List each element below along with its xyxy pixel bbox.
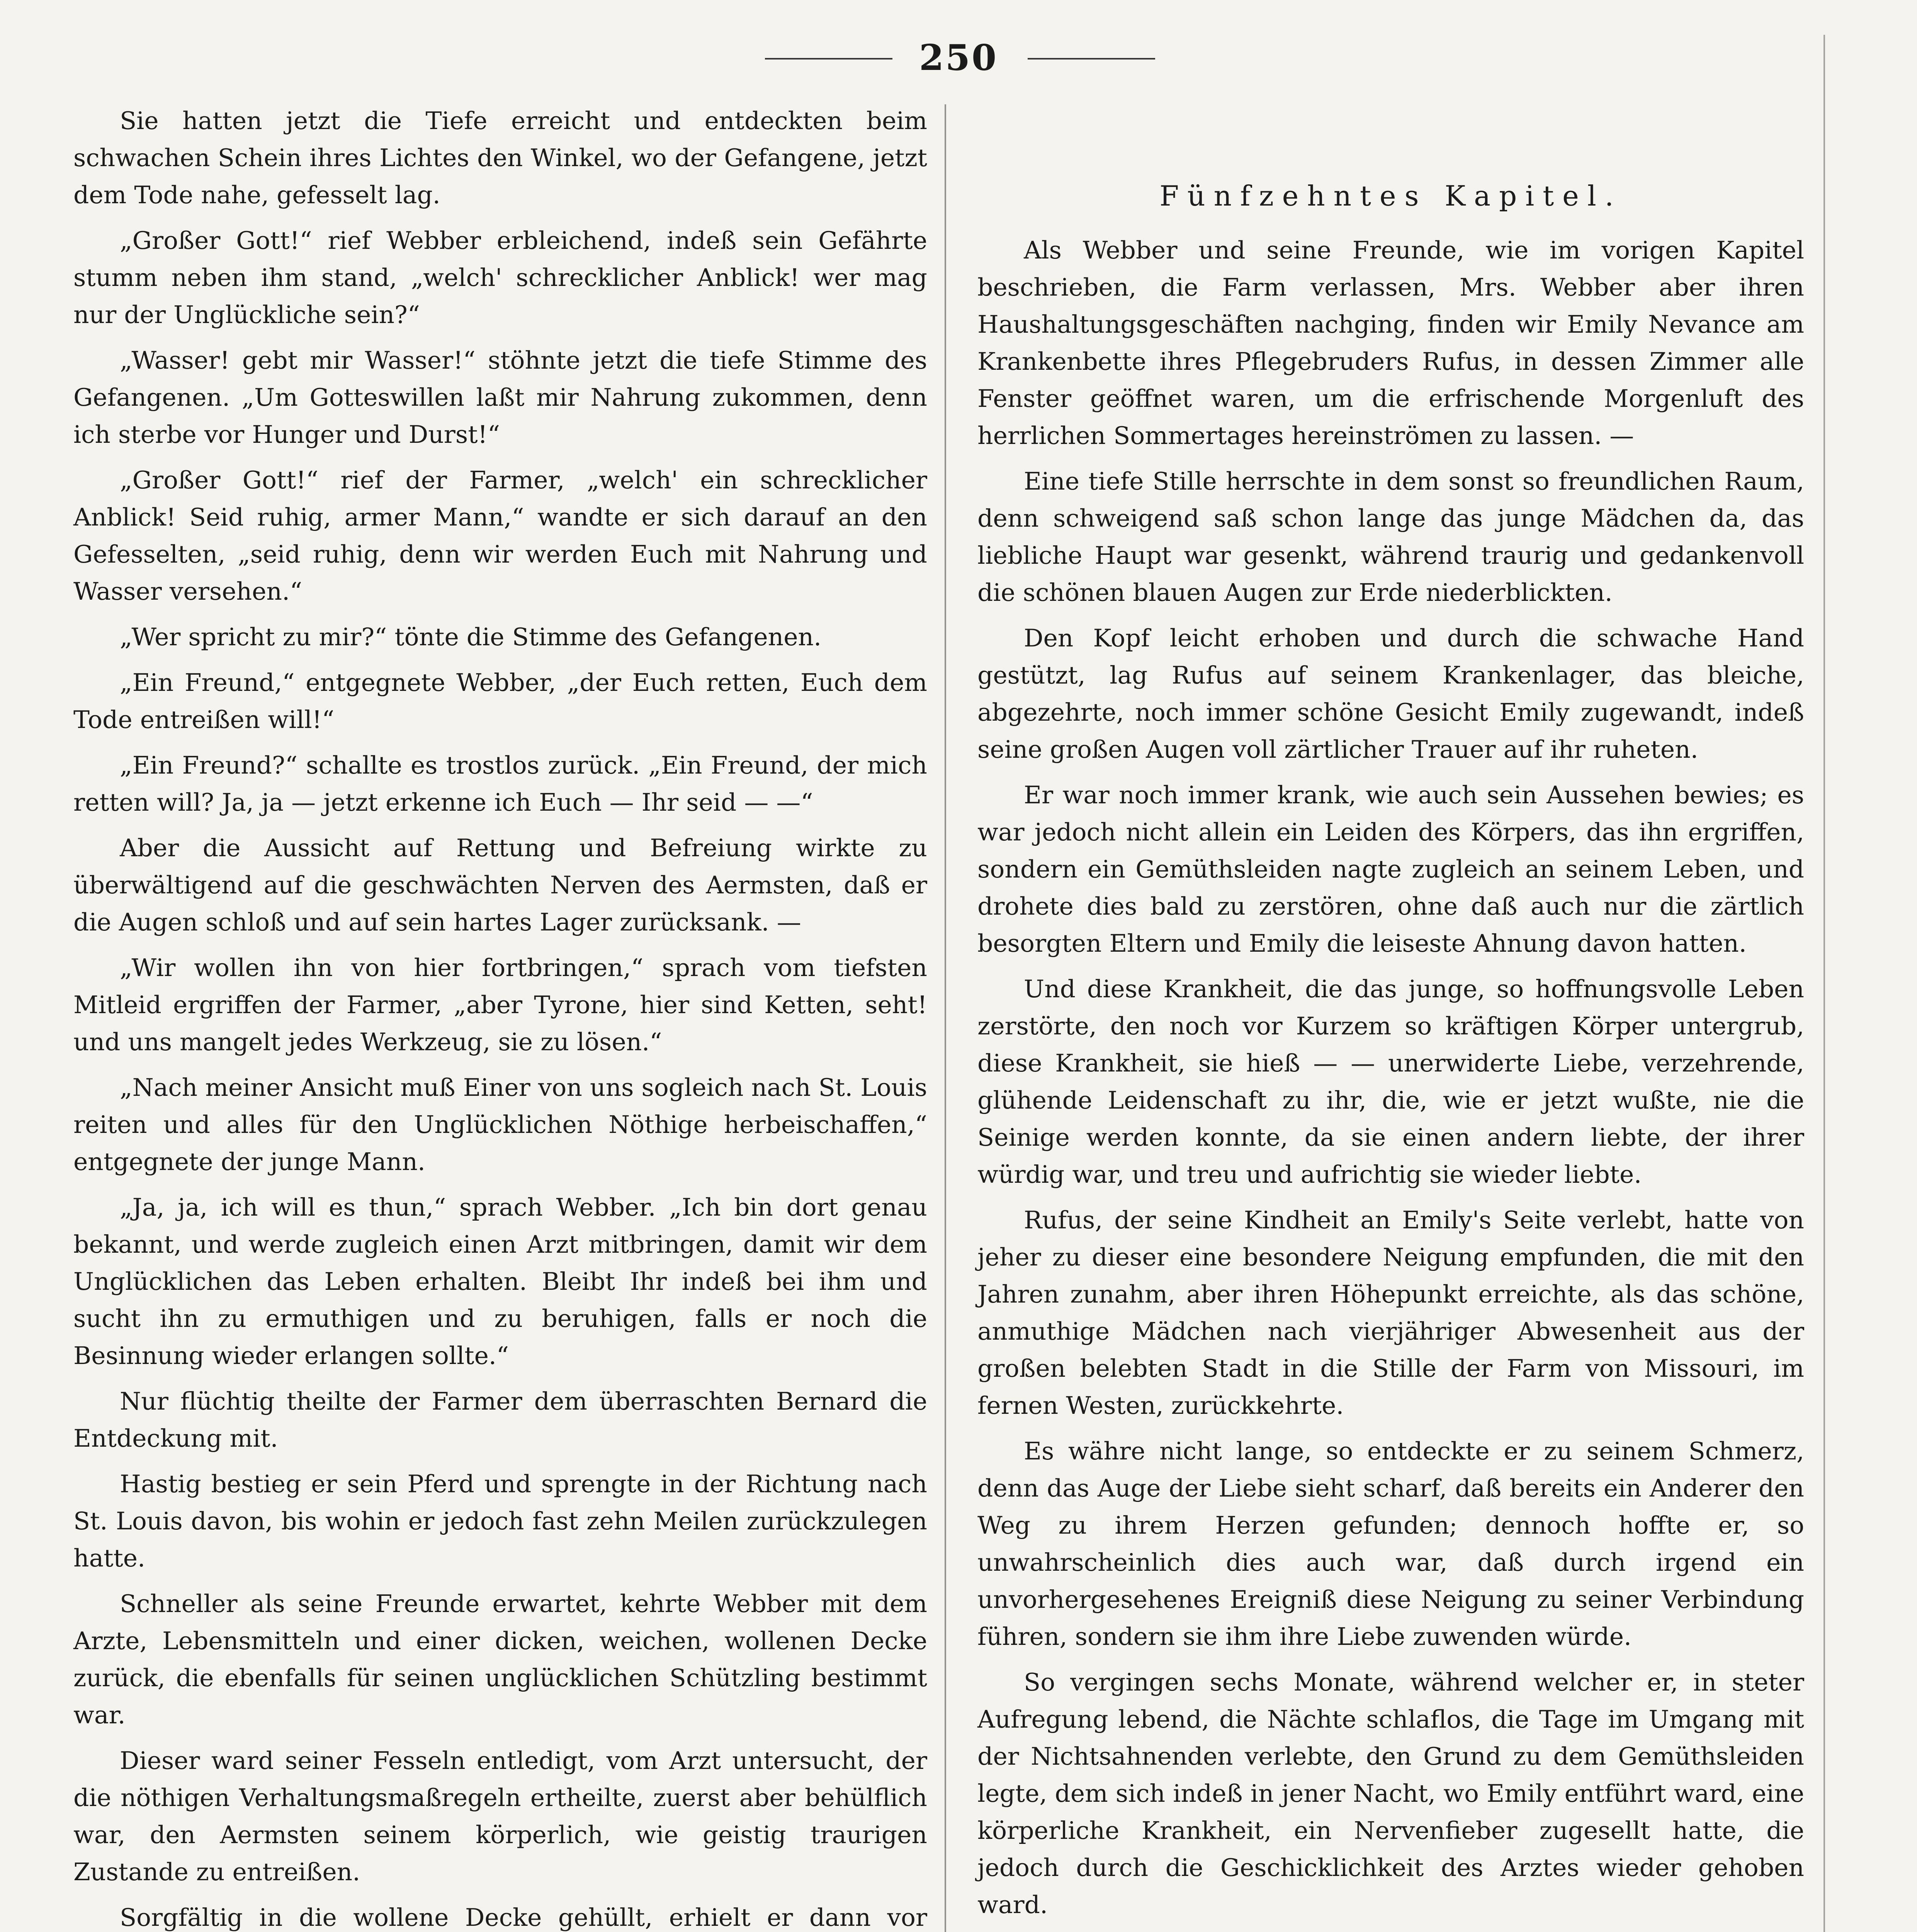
page-edge-line <box>1824 35 1825 1932</box>
paragraph: Es währe nicht lange, so entdeckte er zu seinem Schmerz, denn das Auge der Liebe sieht scharf, daß bereits ein Anderer den Weg zu ihrem Herzen gefunden; dennoch hoffte er, so unwahrscheinlich dies auch war, daß durch irgend ein unvorhergesehenes Ereigniß diese Neigung zu seiner Verbindung führen, sondern sie ihm ihre Liebe zuwenden würde. <box>977 1437 1804 1651</box>
paragraph: Und diese Krankheit, die das junge, so hoffnungsvolle Leben zerstörte, den noch vor Kurzem so kräftigen Körper untergrub, diese Krankheit, sie hieß — — unerwiderte Liebe, verzehrende, glühende Leidenschaft zu ihr, die, wie er jetzt wußte, nie die Seinige werden konnte, da sie einen andern liebte, der ihrer würdig war, und treu und aufrichtig sie wieder liebte. <box>977 975 1804 1189</box>
paragraph: So vergingen sechs Monate, während welcher er, in steter Aufregung lebend, die Nächte schlaflos, die Tage im Umgang mit der Nichtsahnenden verlebte, den Grund zu dem Gemüthsleiden legte, dem sich indeß in jener Nacht, wo Emily entführt ward, eine körperliche Krankheit, ein Nervenfieber zugesellt hatte, die jedoch durch die Geschicklichkeit des Arztes wieder gehoben ward. <box>977 1668 1804 1919</box>
paragraph: Den Kopf leicht erhoben und durch die schwache Hand gestützt, lag Rufus auf seinem Krankenlager, das bleiche, abgezehrte, noch immer schöne Gesicht Emily zugewandt, indeß seine großen Augen voll zärtlicher Trauer auf ihr ruheten. <box>977 624 1804 764</box>
paragraph: Dieser ward seiner Fesseln entledigt, vom Arzt untersucht, der die nöthigen Verhaltungsmaßregeln ertheilte, zuerst aber behülflich war, den Aermsten seinem körperlich, wie geistig traurigen Zustande zu entreißen. <box>73 1747 927 1886</box>
paragraph: „Ein Freund,“ entgegnete Webber, „der Euch retten, Euch dem Tode entreißen will!“ <box>73 668 927 734</box>
paragraph: Als Webber und seine Freunde, wie im vorigen Kapitel beschrieben, die Farm verlassen, Mrs. Webber aber ihren Haushaltungsgeschäften nachging, finden wir Emily Nevance am Krankenbette ihres Pflegebruders Rufus, in dessen Zimmer alle Fenster geöffnet waren, um die erfrischende Morgenluft des herrlichen Sommertages hereinströmen zu lassen. — <box>977 236 1804 450</box>
paragraph: „Ja, ja, ich will es thun,“ sprach Webber. „Ich bin dort genau bekannt, und werde zugleich einen Arzt mitbringen, damit wir dem Unglücklichen das Leben erhalten. Bleibt Ihr indeß bei ihm und sucht ihn zu ermuthigen und zu beruhigen, falls er noch die Besinnung wieder erlangen sollte.“ <box>73 1193 927 1370</box>
paragraph: „Nach meiner Ansicht muß Einer von uns sogleich nach St. Louis reiten und alles für den Unglücklichen Nöthige herbeischaffen,“ entgegnete der junge Mann. <box>73 1073 927 1176</box>
left-column <box>73 102 927 1932</box>
paragraph: Schneller als seine Freunde erwartet, kehrte Webber mit dem Arzte, Lebensmitteln und einer dicken, weichen, wollenen Decke zurück, die ebenfalls für seinen unglücklichen Schützling bestimmt war. <box>73 1590 927 1729</box>
paragraph: Sie hatten jetzt die Tiefe erreicht und entdeckten beim schwachen Schein ihres Lichtes den Winkel, wo der Gefangene, jetzt dem Tode nahe, gefesselt lag. <box>73 107 927 209</box>
paragraph: Nur flüchtig theilte der Farmer dem überraschten Bernard die Entdeckung mit. <box>73 1387 927 1452</box>
chapter-title: Fünfzehntes Kapitel. <box>1159 180 1622 212</box>
paragraph: „Ein Freund?“ schallte es trostlos zurück. „Ein Freund, der mich retten will? Ja, ja — jetzt erkenne ich Euch — Ihr seid — —“ <box>73 751 927 816</box>
paragraph: „Wer spricht zu mir?“ tönte die Stimme des Gefangenen. <box>120 623 822 651</box>
header-rule-right <box>1028 58 1155 60</box>
paragraph: Eine tiefe Stille herrschte in dem sonst so freundlichen Raum, denn schweigend saß schon lange das junge Mädchen da, das liebliche Haupt war gesenkt, während traurig und gedankenvoll die schönen blauen Augen zur Erde niederblickten. <box>977 467 1804 607</box>
paragraph: Sorgfältig in die wollene Decke gehüllt, erhielt er dann vor <box>120 1903 927 1932</box>
paragraph: Rufus, der seine Kindheit an Emily's Seite verlebt, hatte von jeher zu dieser eine besondere Neigung empfunden, die mit den Jahren zunahm, aber ihren Höhepunkt erreichte, als das schöne, anmuthige Mädchen nach vierjähriger Abwesenheit aus der großen belebten Stadt in die Stille der Farm von Missouri, im fernen Westen, zurückkehrte. <box>977 1206 1804 1420</box>
paragraph: Er war noch immer krank, wie auch sein Aussehen bewies; es war jedoch nicht allein ein Leiden des Körpers, das ihn ergriffen, sondern ein Gemüthsleiden nagte zugleich an seinem Leben, und drohete dies bald zu zerstören, ohne daß auch nur die zärtlich besorgten Eltern und Emily die leiseste Ahnung davon hatten. <box>977 781 1804 957</box>
paragraph: „Wasser! gebt mir Wasser!“ stöhnte jetzt die tiefe Stimme des Gefangenen. „Um Gotteswillen laßt mir Nahrung zukommen, denn ich sterbe vor Hunger und Durst!“ <box>73 346 927 449</box>
column-divider <box>945 104 946 1932</box>
paragraph: „Wir wollen ihn von hier fortbringen,“ sprach vom tiefsten Mitleid ergriffen der Farmer, „aber Tyrone, hier sind Ketten, seht! und uns mangelt jedes Werkzeug, sie zu lösen.“ <box>73 954 927 1056</box>
page-number: 250 <box>919 37 998 78</box>
paragraph: „Großer Gott!“ rief der Farmer, „welch' ein schrecklicher Anblick! Seid ruhig, armer Mann,“ wandte er sich darauf an den Gefesselten, „seid ruhig, denn wir werden Euch mit Nahrung und Wasser versehen.“ <box>73 466 927 605</box>
paragraph: Hastig bestieg er sein Pferd und sprengte in der Richtung nach St. Louis davon, bis wohin er jedoch fast zehn Meilen zurückzulegen hatte. <box>73 1470 927 1572</box>
right-column <box>977 232 1804 1932</box>
paragraph: Aber die Aussicht auf Rettung und Befreiung wirkte zu überwältigend auf die geschwächten Nerven des Aermsten, daß er die Augen schloß und auf sein hartes Lager zurücksank. — <box>73 834 927 936</box>
paragraph: „Großer Gott!“ rief Webber erbleichend, indeß sein Gefährte stumm neben ihm stand, „welch' schrecklicher Anblick! wer mag nur der Unglückliche sein?“ <box>73 226 927 329</box>
header-rule-left <box>765 58 892 60</box>
